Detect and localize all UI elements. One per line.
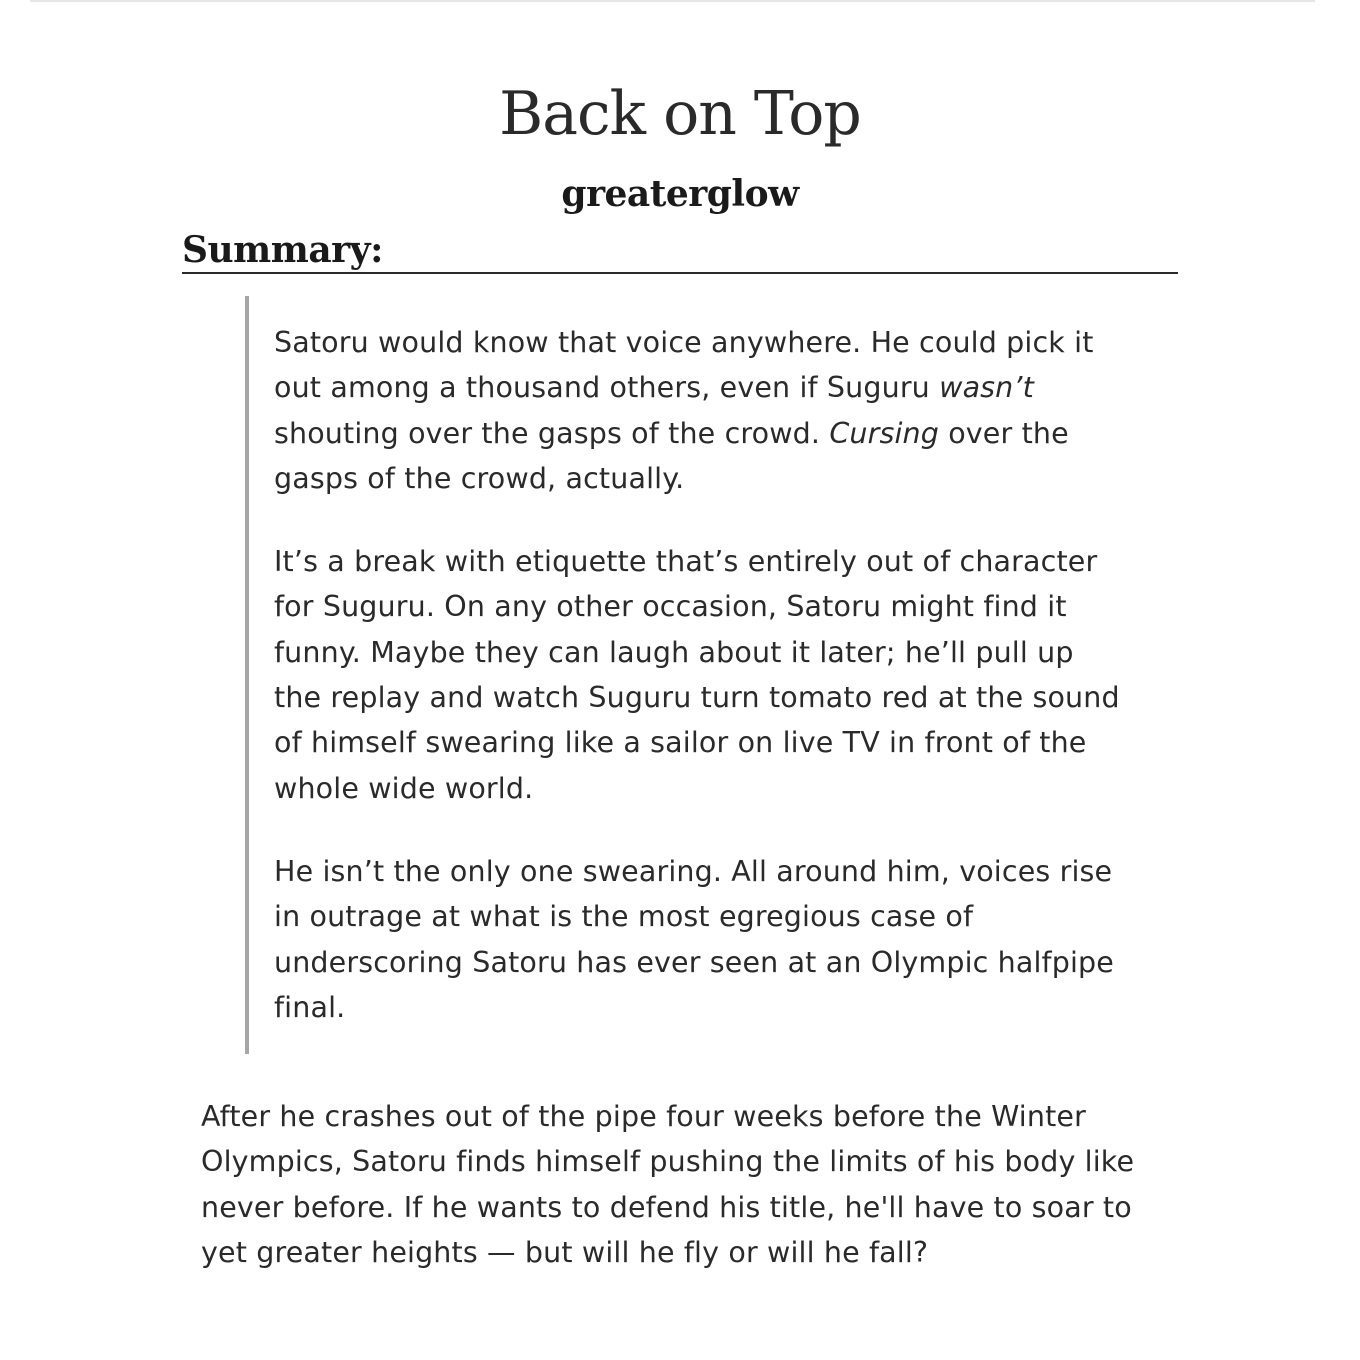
work-title: Back on Top	[499, 79, 861, 149]
quote-paragraph-1	[274, 320, 1125, 501]
quote-p1-part-c: shouting over the gasps of the crowd.	[274, 416, 830, 450]
work-author: greaterglow	[561, 173, 799, 215]
quote-p1-part-e: over the gasps of the crowd, actually.	[274, 416, 1069, 495]
summary-heading: Summary:	[182, 228, 1178, 274]
top-divider	[30, 0, 1315, 2]
quote-p1-emphasis-wasnt: wasn’t	[939, 371, 1034, 405]
quote-p1-part-a: Satoru would know that voice anywhere. He could pick it out among a thousand others, even if Suguru	[274, 326, 1094, 405]
quote-paragraph-3: He isn’t the only one swearing. All around him, voices rise in outrage at what is the most egregious case of underscoring Satoru has ever seen at an Olympic halfpipe final.	[274, 854, 1114, 1024]
quote-p1-emphasis-cursing: Cursing	[829, 416, 939, 450]
summary-text: After he crashes out of the pipe four weeks before the Winter Olympics, Satoru finds himself pushing the limits of his body like never before. If he wants to defend his title, he'll have to soar to yet greater heights — but will he fly or will he fall?	[201, 1100, 1135, 1269]
summary-blockquote	[245, 296, 1125, 1054]
quote-paragraph-2: It’s a break with etiquette that’s entirely out of character for Suguru. On any other occasion, Satoru might find it funny. Maybe they can laugh about it later; he’ll pull up the replay and watch Suguru turn tomato red at the sound of himself swearing like a sailor on live TV in front of the whole wide world.	[274, 545, 1120, 805]
